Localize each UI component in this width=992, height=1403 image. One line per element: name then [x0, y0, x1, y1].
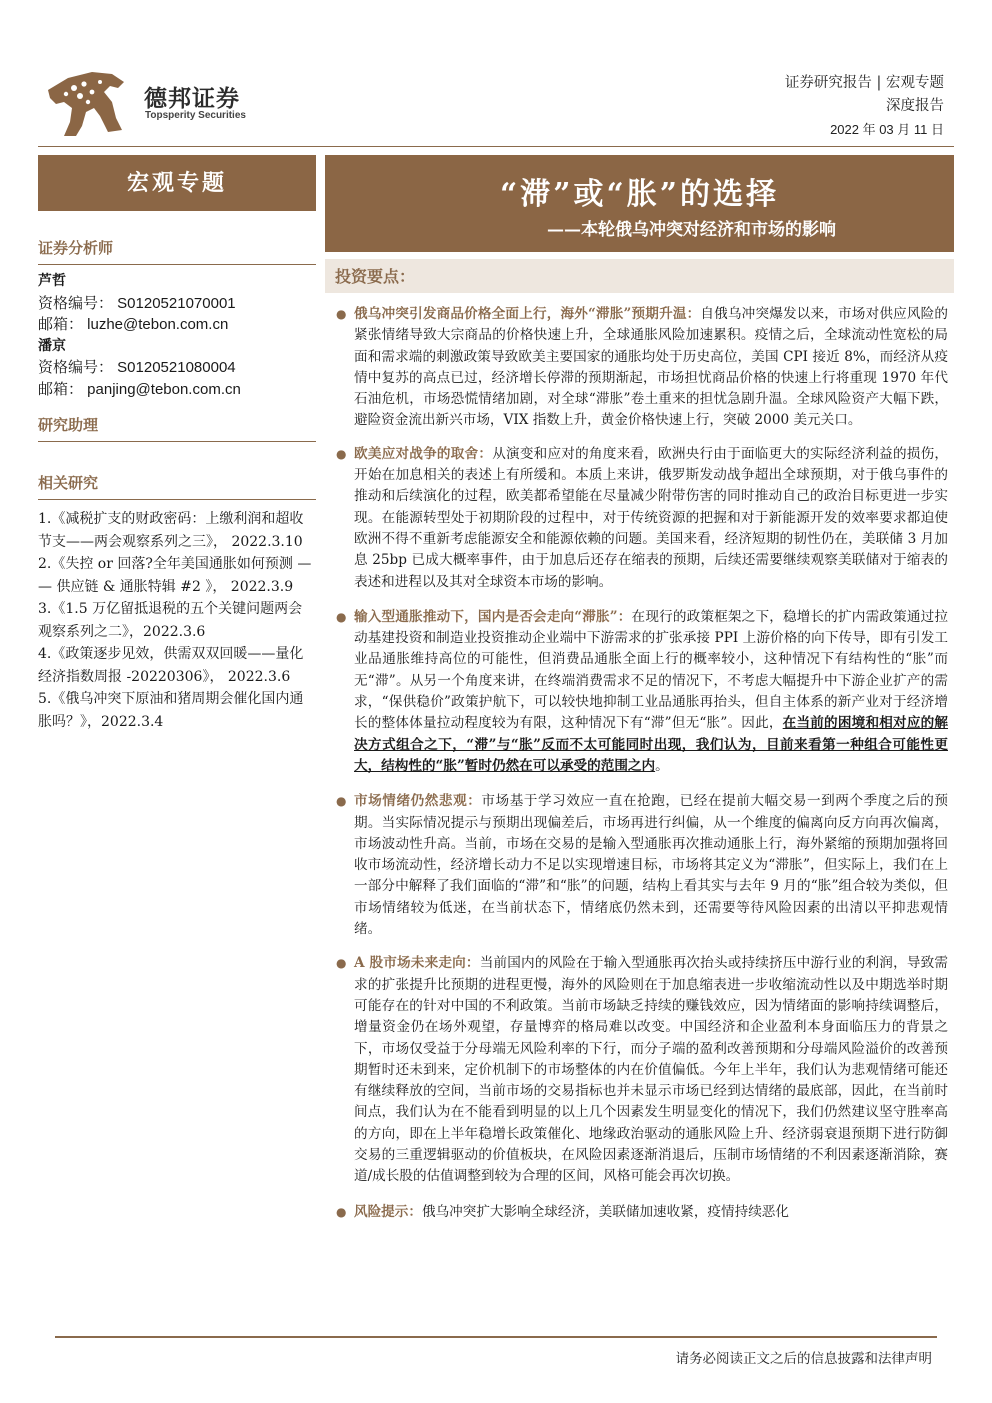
- report-date: 2022 年 03 月 11 日: [830, 122, 944, 137]
- key-point: [334, 791, 948, 940]
- key-point: [334, 444, 948, 593]
- report-header-info: [785, 72, 944, 141]
- related-item[interactable]: 4.《政策逐步见效，供需双双回暖——量化经济指数周报 -20220306》， 2022.3.6: [38, 646, 304, 685]
- disclaimer-note[interactable]: 请务必阅读正文之后的信息披露和法律声明: [675, 1351, 932, 1367]
- analyst-name: 潘京: [38, 337, 66, 354]
- key-point-tail: 。: [655, 757, 669, 774]
- bullet-icon: ●: [336, 794, 347, 809]
- key-point: [334, 304, 948, 432]
- brand-logo: [42, 68, 252, 140]
- key-point-emphasis: 在当前的困境和相对应的解决方式组合之下，“滞”与“胀”反而不太可能同时出现，我们认为，目前来看第一种组合可能性更大，结构性的“胀”暂时仍然在可以承受的范围之内: [354, 715, 949, 774]
- key-point: [334, 1202, 948, 1223]
- leopard-logo-icon: [42, 68, 128, 138]
- related-item[interactable]: 5.《俄乌冲突下原油和猪周期会催化国内通胀吗？》，2022.3.4: [38, 691, 304, 730]
- analyst-email[interactable]: 邮箱： panjing@tebon.com.cn: [38, 380, 241, 398]
- sidebar: [38, 155, 316, 733]
- report-type: 证券研究报告 | 宏观专题: [784, 75, 944, 91]
- brand-name-en: Topsperity Securities: [145, 110, 246, 121]
- key-point-text: 从演变和应对的角度来看，欧洲央行由于面临更大的实际经济利益的损伤，开始在加息相关的表述上有所缓和。本质上来讲，俄罗斯发动战争超出全球预期，对于俄乌事件的推动和后续演化的过程，欧美都希望能在尽量减少附带伤害的同时推动自己的政治目标更进一步实现。在能源转型处于初期阶段的过程中，对于传统资源的把握和对于新能源开发的效率要求都迫使欧洲不得不重新考虑能源安全和能源依赖的问题。美国来看，经济短期的韧性仍在，美联储 3 月加息 25bp 已成大概率事件，由于加息后还存在缩表的预期，后续还需要继续观察美联储对于缩表的表述和进程以及其对全球资本市场的影响。: [354, 445, 949, 590]
- analysts-heading: 证券分析师: [38, 229, 316, 265]
- key-points-bar: [325, 259, 954, 293]
- report-title: “滞”或“胀”的选择: [499, 177, 780, 212]
- report-subtitle: ——本轮俄乌冲突对经济和市场的影响: [547, 220, 836, 240]
- related-item[interactable]: 1.《减税扩支的财政密码：上缴利润和超收节支——两会观察系列之三》， 2022.3.10: [38, 511, 304, 550]
- brand-name-cn: 德邦证券: [144, 86, 240, 112]
- key-point: [334, 953, 948, 1187]
- analyst-license: 资格编号： S0120521070001: [38, 294, 236, 312]
- key-points-heading: 投资要点：: [335, 267, 416, 286]
- footer-divider: [55, 1336, 937, 1338]
- key-points: [334, 300, 948, 1223]
- key-point-lead: A 股市场未来走向：: [354, 955, 480, 972]
- bullet-icon: ●: [336, 307, 347, 321]
- report-kind: 深度报告: [886, 98, 944, 114]
- related-item[interactable]: 2.《失控 or 回落?全年美国通胀如何预测 — — 供应链 & 通胀特辑 #2 》， 2022.3.9: [38, 556, 312, 595]
- key-point-lead: 俄乌冲突引发商品价格全面上行，海外“滞胀”预期升温：: [354, 306, 701, 322]
- key-point-text: 自俄乌冲突爆发以来，市场对供应风险的紧张情绪导致大宗商品的价格快速上升，全球通胀风险加速累积。疫情之后，全球流动性宽松的局面和需求端的刺激政策导致欧美主要国家的通胀均处于历史高位，美国 CPI 接近 8%，而经济从疫情中复苏的高点已过，经济增长停滞的预期渐起，市场担忧商品价格的快速上行将重现 1970 年代石油危机，市场恐慌情绪加剧，对全球“滞胀”卷土重来的担忧急剧升温。全球风险资产大幅下跌，避险资金流出新兴市场，VIX 指数上升，黄金价格快速上行，突破 2000 美元关口。: [354, 306, 948, 429]
- title-banner: [325, 155, 954, 252]
- bullet-icon: ●: [336, 446, 347, 461]
- analyst-block: [38, 265, 316, 400]
- key-point-text: 市场基于学习效应一直在抢跑，已经在提前大幅交易一到两个季度之后的预期。当实际情况提示与预期出现偏差后，市场再进行纠偏，从一个维度的偏离向反方向再次偏离，市场波动性升高。当前，市场在交易的是输入型通胀再次推动通胀上行，海外紧缩的预期加强将回收市场流动性，经济增长动力不足以实现增速目标，市场将其定义为“滞胀”，但实际上，我们在上一部分中解释了我们面临的“滞”和“胀”的问题，结构上看其实与去年 9 月的“胀”组合较为类似，但市场情绪较为低迷，在当前状态下，情绪底仍然未到，还需要等待风险因素的出清以平抑悲观情绪。: [354, 793, 948, 938]
- related-item[interactable]: 3.《1.5 万亿留抵退税的五个关键问题两会观察系列之二》，2022.3.6: [38, 601, 303, 640]
- related-list: [38, 500, 316, 733]
- key-point-lead: 市场情绪仍然悲观：: [354, 793, 482, 810]
- key-point-text: 在现行的政策框架之下，稳增长的扩内需政策通过拉动基建投资和制造业投资推动企业端中下游需求的扩张承接 PPI 上游价格的向下传导，即有引发工业品通胀维持高位的可能性，但消费品通胀全面上行的概率较小，这种情况下有结构性的“胀”而无“滞”。从另一个角度来讲，在终端消费需求不足的情况下，不考虑大幅提升中下游企业扩产的需求，“保供稳价”政策护航下，可以较快地抑制工业品通胀再抬头，但自主体系的新产业对于经济增长的整体体量拉动程度较为有限，这种情况下有“滞”但无“胀”。因此，: [354, 608, 948, 732]
- analyst-name: 芦哲: [38, 273, 66, 289]
- category-banner: 宏观专题: [38, 155, 316, 211]
- key-point-lead: 输入型通胀推动下，国内是否会走向“滞胀”：: [354, 608, 632, 625]
- header-divider: [38, 146, 954, 147]
- key-point-text: 当前国内的风险在于输入型通胀再次抬头或持续挤压中游行业的利润，导致需求的扩张提升比预期的进程更慢，海外的风险则在于加息缩表进一步收缩流动性以及中期选举时期可能存在的针对中国的不利政策。当前市场缺乏持续的赚钱效应，因为情绪面的影响持续调整后，增量资金仍在场外观望，存量博弈的格局难以改变。中国经济和企业盈利本身面临压力的背景之下，市场仅受益于分母端无风险利率的下行，而分子端的盈利改善预期和分母端风险溢价的改善预期暂时还未到来，定价机制下的市场整体的内在价值偏低。今年上半年，我们认为悲观情绪可能还有继续释放的空间，当前市场的交易指标也并未显示市场已经到达情绪的最底部，因此，在当前时间点，我们认为在不能看到明显的以上几个因素发生明显变化的情况下，我们仍然建议坚守胜率高的方向，即在上半年稳增长政策催化、地缘政治驱动的通胀风险上升、经济弱衰退预期下进行防御交易的三重逻辑驱动的价值板块，在风险因素逐渐消退后，压制市场情绪的不利因素逐渐消除，赛道/成长股的估值调整到较为合理的区间，风格可能会再次切换。: [354, 955, 949, 1185]
- key-point-text: 俄乌冲突扩大影响全球经济，美联储加速收紧，疫情持续恶化: [421, 1203, 789, 1220]
- bullet-icon: ●: [336, 956, 347, 971]
- key-point: [334, 607, 948, 777]
- analyst-email[interactable]: 邮箱： luzhe@tebon.com.cn: [38, 316, 229, 333]
- key-point-lead: 欧美应对战争的取舍：: [354, 445, 493, 462]
- key-point-lead: 风险提示：: [354, 1203, 422, 1220]
- assistant-heading: 研究助理: [38, 406, 316, 442]
- bullet-icon: ●: [336, 1204, 347, 1219]
- related-heading: 相关研究: [38, 464, 316, 500]
- analyst-license: 资格编号： S0120521080004: [38, 359, 236, 376]
- bullet-icon: ●: [336, 609, 347, 624]
